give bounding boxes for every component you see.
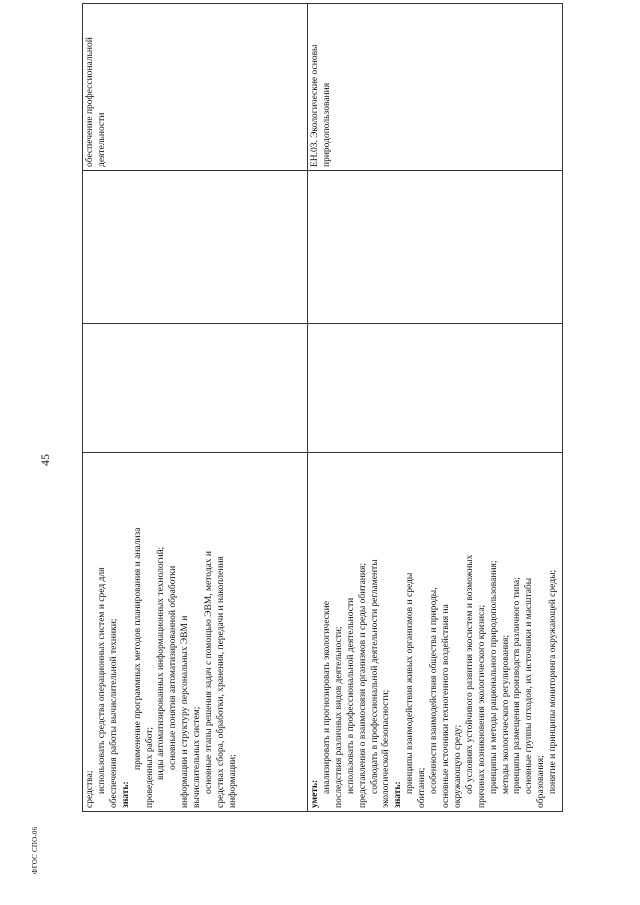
requirement-line: последствия различных видов деятельности; bbox=[333, 626, 344, 808]
footer-code: ФГОС СПО-06 bbox=[31, 826, 39, 874]
requirement-line: вычислительных систем; bbox=[192, 706, 203, 808]
empty-cell bbox=[83, 171, 308, 324]
requirement-line: средствах сбора, обработки, хранения, передачи и накопления bbox=[215, 556, 226, 808]
requirement-line: информации; bbox=[227, 754, 238, 808]
requirement-line: использовать в профессиональной деятельности bbox=[345, 597, 356, 794]
requirement-line: основные группы отходов, их источники и масштабы bbox=[524, 577, 535, 794]
section-heading: знать: bbox=[393, 781, 404, 808]
requirements-lines bbox=[310, 456, 560, 808]
table-row bbox=[83, 4, 308, 812]
requirement-line: проведенных работ; bbox=[144, 726, 155, 808]
section-heading: знать: bbox=[120, 781, 131, 808]
empty-cell bbox=[308, 171, 563, 324]
requirements-cell bbox=[308, 453, 563, 812]
requirement-line: виды автоматизированных информационных технологий; bbox=[156, 546, 167, 780]
empty-cell bbox=[308, 324, 563, 453]
requirement-line: понятие и принципы мониторинга окружающей среды; bbox=[548, 569, 559, 794]
requirement-line: информации и структуру персональных ЭВМ и bbox=[180, 615, 191, 808]
page-number: 45 bbox=[38, 454, 52, 466]
requirement-line: методы экологического регулирования; bbox=[500, 634, 511, 794]
requirements-table bbox=[82, 3, 563, 812]
requirement-line: особенности взаимодействия общества и природы, bbox=[429, 587, 440, 794]
discipline-cell bbox=[308, 4, 563, 171]
requirement-line: обитания; bbox=[417, 767, 428, 808]
requirement-line: обеспечения работы вычислительной техники; bbox=[108, 618, 119, 808]
requirement-line: принципы и методы рационального природопользования; bbox=[488, 560, 499, 794]
requirement-line: применение программных методов планирования и анализа bbox=[132, 527, 143, 770]
discipline-name: обеспечение профессиональной деятельности bbox=[85, 37, 107, 167]
requirement-line: окружающую среду; bbox=[452, 724, 463, 808]
requirement-line: основные этапы решения задач с помощью ЭВМ, методах и bbox=[204, 551, 215, 794]
requirement-line: принципы взаимодействия живых организмов и среды bbox=[405, 572, 416, 794]
requirement-line: принципы размещения производств различного типа; bbox=[512, 577, 523, 794]
requirement-line: анализировать и прогнозировать экологические bbox=[321, 601, 332, 794]
requirement-line: об условиях устойчивого развития экосистем и возможных bbox=[464, 554, 475, 794]
requirement-line: экологической безопасности; bbox=[381, 689, 392, 808]
requirement-line: причинах возникновения экологического кризиса; bbox=[476, 604, 487, 808]
section-heading: уметь: bbox=[310, 779, 320, 808]
requirement-line: основные понятия автоматизированной обработки bbox=[168, 565, 179, 770]
requirement-line: основные источники техногенного воздействия на bbox=[440, 604, 451, 808]
requirement-line: соблюдать в профессиональной деятельности регламенты bbox=[369, 559, 380, 794]
requirement-line: образования; bbox=[536, 755, 547, 808]
empty-cell bbox=[83, 324, 308, 453]
discipline-name: ЕН.03. Экологические основы природопользования bbox=[310, 44, 332, 167]
requirements-lines bbox=[85, 456, 240, 808]
requirements-cell bbox=[83, 453, 308, 812]
requirement-line: использовать средства операционных систем и сред для bbox=[96, 567, 107, 794]
requirement-line: представления о взаимосвязи организмов и среды обитания; bbox=[357, 563, 368, 808]
rotated-table-block bbox=[82, 29, 559, 812]
table-row bbox=[308, 4, 563, 812]
requirement-line: средства; bbox=[85, 770, 95, 808]
discipline-cell bbox=[83, 4, 308, 171]
